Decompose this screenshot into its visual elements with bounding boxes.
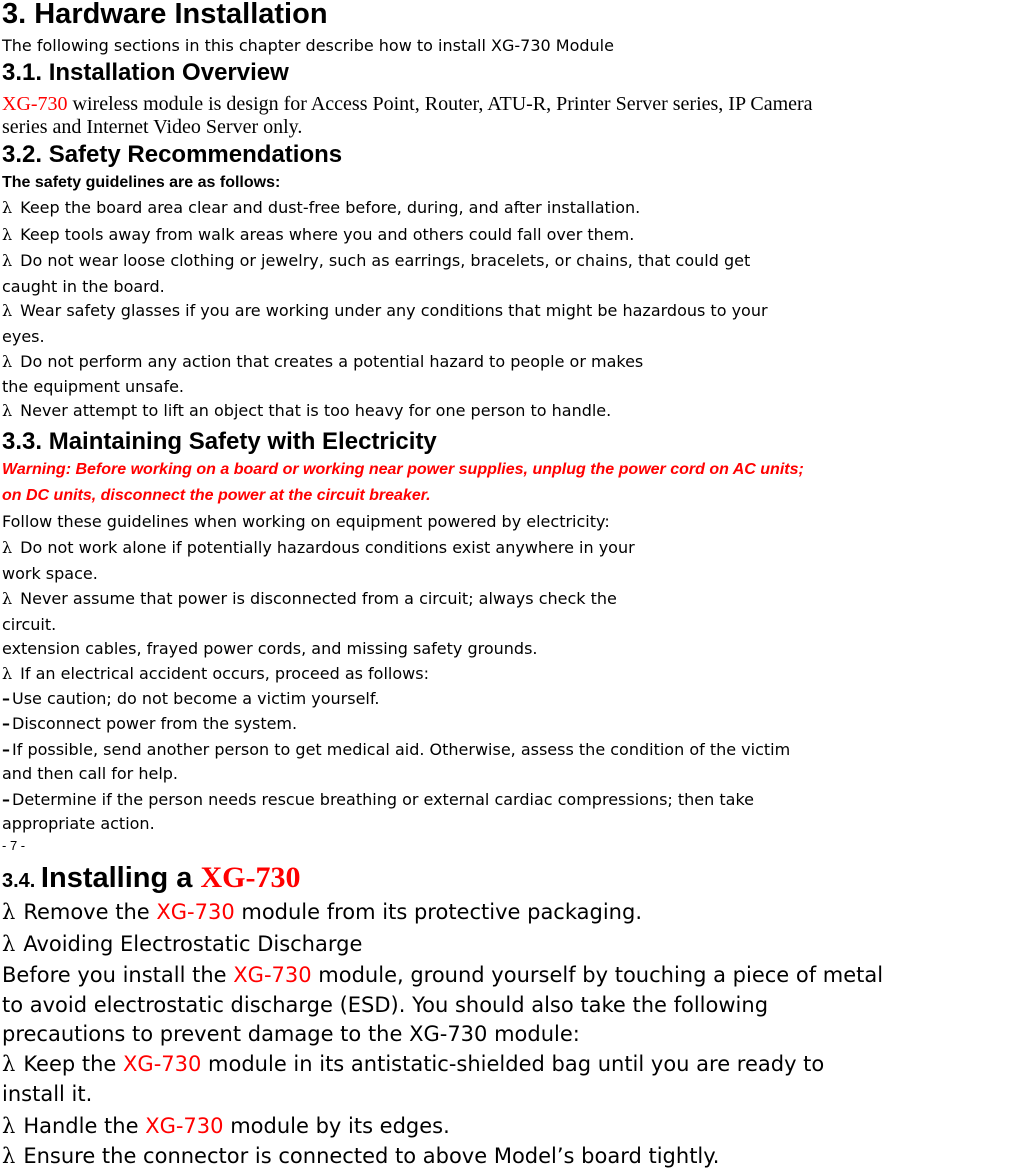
safety-subtitle: The safety guidelines are as follows: <box>2 174 281 191</box>
electricity-item: λ Do not work alone if potentially hazardous conditions exist anywhere in your <box>2 538 635 557</box>
esd-paragraph-line: Before you install the XG-730 module, ground yourself by touching a piece of metal <box>2 963 884 987</box>
electricity-item-continued: circuit. <box>2 615 57 634</box>
accident-step: – Determine if the person needs rescue breathing or external cardiac compressions; then take <box>2 790 754 809</box>
bullet-icon: λ <box>2 538 13 557</box>
dash-icon: – <box>2 790 10 809</box>
esd-paragraph-line: to avoid electrostatic discharge (ESD). You should also take the following <box>2 993 769 1017</box>
accident-step: – Disconnect power from the system. <box>2 714 298 733</box>
electricity-item: λ If an electrical accident occurs, proceed as follows: <box>2 664 429 683</box>
bullet-icon: λ <box>2 900 16 924</box>
safety-item: λ Keep the board area clear and dust-free before, during, and after installation. <box>2 198 641 217</box>
safety-item-continued: eyes. <box>2 327 45 346</box>
bullet-icon: λ <box>2 1144 16 1168</box>
dash-icon: – <box>2 740 10 759</box>
safety-item: λ Do not wear loose clothing or jewelry, such as earrings, bracelets, or chains, that could get <box>2 251 751 270</box>
bullet-icon: λ <box>2 301 13 320</box>
electricity-item: λ Never assume that power is disconnected from a circuit; always check the <box>2 589 617 608</box>
install-item: λ Keep the XG-730 module in its antistatic-shielded bag until you are ready to <box>2 1052 825 1076</box>
model-name: XG-730 <box>233 963 312 987</box>
bullet-icon: λ <box>2 198 13 217</box>
section-installing-title: 3.4. Installing a XG-730 <box>2 861 301 894</box>
accident-step-continued: and then call for help. <box>2 764 179 783</box>
bullet-icon: λ <box>2 352 13 371</box>
electricity-item-continued: work space. <box>2 564 98 583</box>
warning-text: on DC units, disconnect the power at the circuit breaker. <box>2 487 431 504</box>
install-item: λ Remove the XG-730 module from its protective packaging. <box>2 900 642 924</box>
bullet-icon: λ <box>2 251 13 270</box>
safety-item: λ Do not perform any action that creates a potential hazard to people or makes <box>2 352 644 371</box>
section-safety-title: 3.2. Safety Recommendations <box>2 141 343 168</box>
safety-item: λ Never attempt to lift an object that is too heavy for one person to handle. <box>2 401 612 420</box>
safety-item: λ Keep tools away from walk areas where you and others could fall over them. <box>2 225 635 244</box>
bullet-icon: λ <box>2 932 16 956</box>
bullet-icon: λ <box>2 589 13 608</box>
model-name: XG-730 <box>2 93 68 115</box>
chapter-heading: 3. Hardware Installation <box>2 0 328 30</box>
esd-paragraph-line: precautions to prevent damage to the XG-730 module: <box>2 1022 580 1046</box>
accident-step: – If possible, send another person to get medical aid. Otherwise, assess the condition of the victim <box>2 740 791 759</box>
safety-item: λ Wear safety glasses if you are working under any conditions that might be hazardous to your <box>2 301 768 320</box>
electricity-item-continued: extension cables, frayed power cords, and missing safety grounds. <box>2 639 538 658</box>
electricity-intro: Follow these guidelines when working on equipment powered by electricity: <box>2 512 610 531</box>
overview-text-line: series and Internet Video Server only. <box>2 116 303 138</box>
overview-text-line: XG-730 wireless module is design for Access Point, Router, ATU-R, Printer Server series, IP Camera <box>2 93 813 115</box>
safety-item-continued: the equipment unsafe. <box>2 377 184 396</box>
install-item: λ Handle the XG-730 module by its edges. <box>2 1114 450 1138</box>
accident-step-continued: appropriate action. <box>2 814 155 833</box>
install-item: λ Ensure the connector is connected to above Model’s board tightly. <box>2 1144 720 1168</box>
install-item-continued: install it. <box>2 1082 93 1106</box>
dash-icon: – <box>2 689 10 708</box>
model-name: XG-730 <box>123 1052 202 1076</box>
warning-text: Warning: Before working on a board or working near power supplies, unplug the power cord on AC units; <box>2 461 804 478</box>
chapter-intro: The following sections in this chapter describe how to install XG-730 Module <box>2 36 614 55</box>
bullet-icon: λ <box>2 225 13 244</box>
page-number: - 7 - <box>2 838 26 853</box>
bullet-icon: λ <box>2 1114 16 1138</box>
bullet-icon: λ <box>2 1052 16 1076</box>
dash-icon: – <box>2 714 10 733</box>
bullet-icon: λ <box>2 401 13 420</box>
model-name: XG-730 <box>200 861 301 894</box>
model-name: XG-730 <box>145 1114 224 1138</box>
bullet-icon: λ <box>2 664 13 683</box>
accident-step: – Use caution; do not become a victim yourself. <box>2 689 380 708</box>
model-name: XG-730 <box>156 900 235 924</box>
safety-item-continued: caught in the board. <box>2 277 165 296</box>
section-overview-title: 3.1. Installation Overview <box>2 59 289 86</box>
install-item: λ Avoiding Electrostatic Discharge <box>2 932 363 956</box>
section-electricity-title: 3.3. Maintaining Safety with Electricity <box>2 428 437 455</box>
